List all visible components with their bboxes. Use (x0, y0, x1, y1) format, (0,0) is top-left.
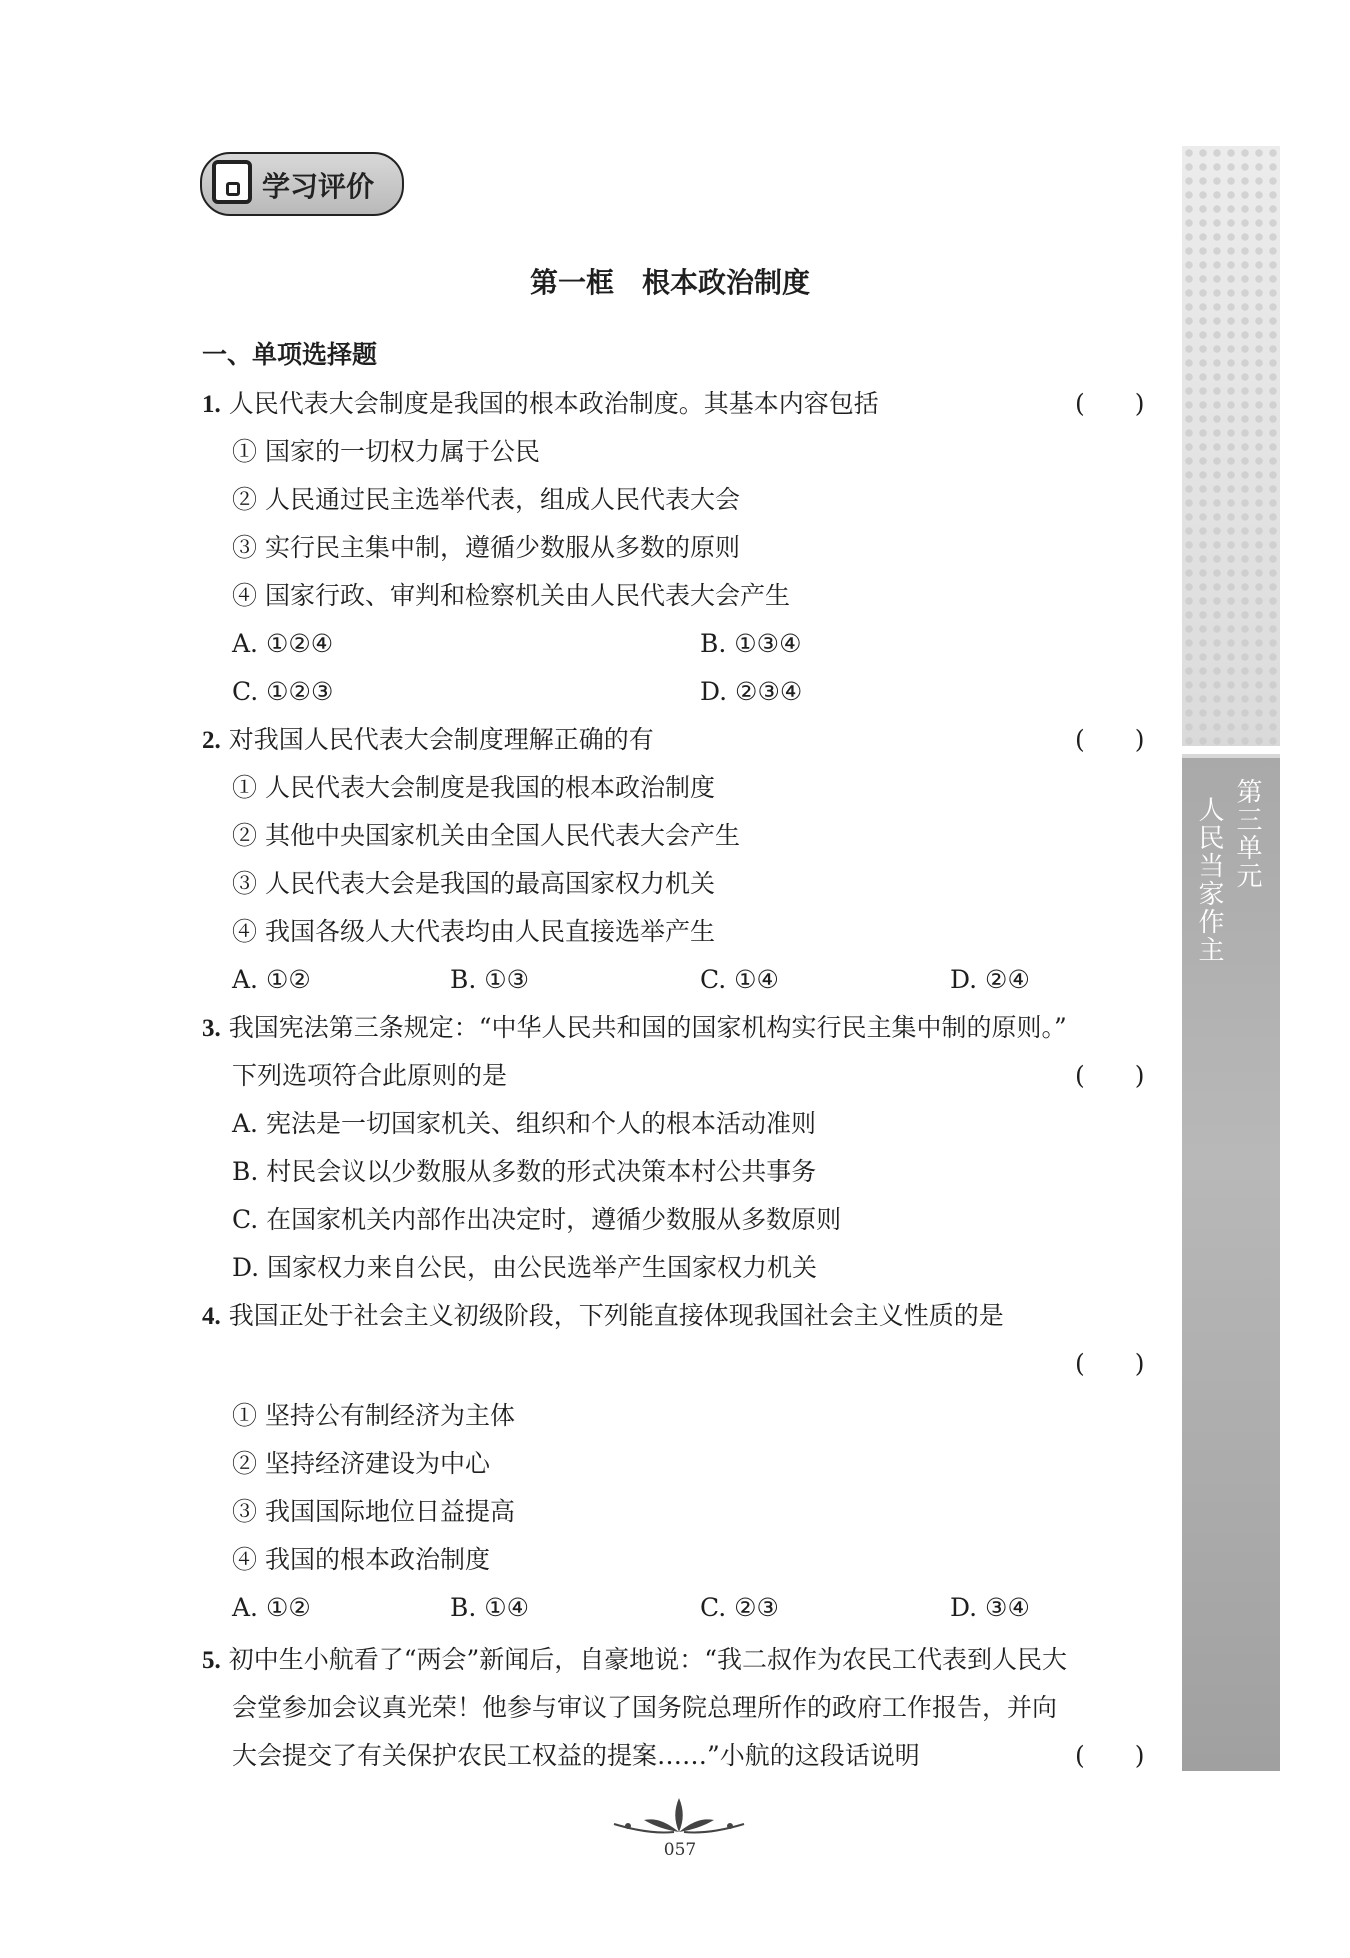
option-c: C. 在国家机关内部作出决定时，遵循少数服从多数原则 (232, 1205, 842, 1234)
floral-ornament-icon (604, 1790, 754, 1840)
option-a: A. 宪法是一切国家机关、组织和个人的根本活动准则 (232, 1109, 816, 1138)
dot-pattern-decoration (1182, 146, 1280, 746)
section-title: 第一框 根本政治制度 (530, 266, 811, 299)
question-text-continued: 会堂参加会议真光荣！他参与审议了国务院总理所作的政府工作报告，并向 (232, 1693, 1058, 1722)
statement-item: ③ 我国国际地位日益提高 (232, 1497, 515, 1526)
question-2-stem (202, 723, 654, 758)
question-text: 我国正处于社会主义初级阶段，下列能直接体现我国社会主义性质的是 (228, 1301, 1004, 1330)
question-3-stem (202, 1011, 1067, 1046)
option-c: C. ②③ (700, 1593, 779, 1622)
question-number: 2. (202, 727, 221, 754)
answer-parentheses: ( ) (1075, 725, 1145, 754)
statement-item: ① 坚持公有制经济为主体 (232, 1401, 515, 1430)
answer-parentheses: ( ) (1075, 1061, 1145, 1090)
option-c: C. ①④ (700, 965, 779, 994)
statement-item: ① 国家的一切权力属于公民 (232, 437, 540, 466)
option-d: D. ③④ (950, 1593, 1030, 1622)
option-a: A. ①② (232, 965, 311, 994)
part-heading: 一、单项选择题 (202, 340, 378, 369)
question-text: 对我国人民代表大会制度理解正确的有 (228, 725, 654, 754)
option-a: A. ①② (232, 1593, 311, 1622)
question-number: 4. (202, 1303, 221, 1330)
option-b: B. ①③ (450, 965, 530, 994)
statement-item: ④ 我国各级人大代表均由人民直接选举产生 (232, 917, 715, 946)
unit-number: 第三单元 (1232, 778, 1262, 890)
answer-parentheses: ( ) (1075, 1741, 1145, 1770)
question-text: 人民代表大会制度是我国的根本政治制度。其基本内容包括 (228, 389, 879, 418)
option-b: B. 村民会议以少数服从多数的形式决策本村公共事务 (232, 1157, 817, 1186)
floppy-disk-icon (212, 160, 252, 204)
option-c: C. ①②③ (232, 677, 334, 706)
option-d: D. 国家权力来自公民，由公民选举产生国家权力机关 (232, 1253, 818, 1282)
statement-item: ② 坚持经济建设为中心 (232, 1449, 490, 1478)
option-d: D. ②③④ (700, 677, 803, 706)
question-text-continued: 下列选项符合此原则的是 (232, 1061, 508, 1090)
option-b: B. ①③④ (700, 629, 802, 658)
option-a: A. ①②④ (232, 629, 334, 658)
question-4-stem (202, 1299, 1004, 1334)
question-text-continued: 大会提交了有关保护农民工权益的提案……”小航的这段话说明 (232, 1741, 920, 1770)
page-number: 057 (663, 1840, 697, 1860)
question-text: 初中生小航看了“两会”新闻后，自豪地说：“我二叔作为农民工代表到人民大 (228, 1645, 1068, 1674)
question-text: 我国宪法第三条规定：“中华人民共和国的国家机构实行民主集中制的原则。” (228, 1013, 1067, 1042)
answer-parentheses: ( ) (1075, 1349, 1145, 1378)
answer-parentheses: ( ) (1075, 389, 1145, 418)
question-number: 3. (202, 1015, 221, 1042)
option-d: D. ②④ (950, 965, 1030, 994)
statement-item: ④ 国家行政、审判和检察机关由人民代表大会产生 (232, 581, 790, 610)
statement-item: ④ 我国的根本政治制度 (232, 1545, 490, 1574)
section-badge (200, 152, 404, 216)
unit-title: 人民当家作主 (1194, 796, 1224, 964)
option-b: B. ①④ (450, 1593, 530, 1622)
question-5-stem (202, 1643, 1067, 1678)
side-tab (1182, 146, 1280, 1771)
question-number: 1. (202, 391, 221, 418)
statement-item: ① 人民代表大会制度是我国的根本政治制度 (232, 773, 715, 802)
statement-item: ② 人民通过民主选举代表，组成人民代表大会 (232, 485, 740, 514)
question-number: 5. (202, 1647, 221, 1674)
badge-label: 学习评价 (262, 170, 375, 203)
question-1-stem (202, 387, 879, 422)
statement-item: ③ 人民代表大会是我国的最高国家权力机关 (232, 869, 715, 898)
statement-item: ③ 实行民主集中制，遵循少数服从多数的原则 (232, 533, 740, 562)
tab-separator (1182, 746, 1280, 754)
statement-item: ② 其他中央国家机关由全国人民代表大会产生 (232, 821, 740, 850)
